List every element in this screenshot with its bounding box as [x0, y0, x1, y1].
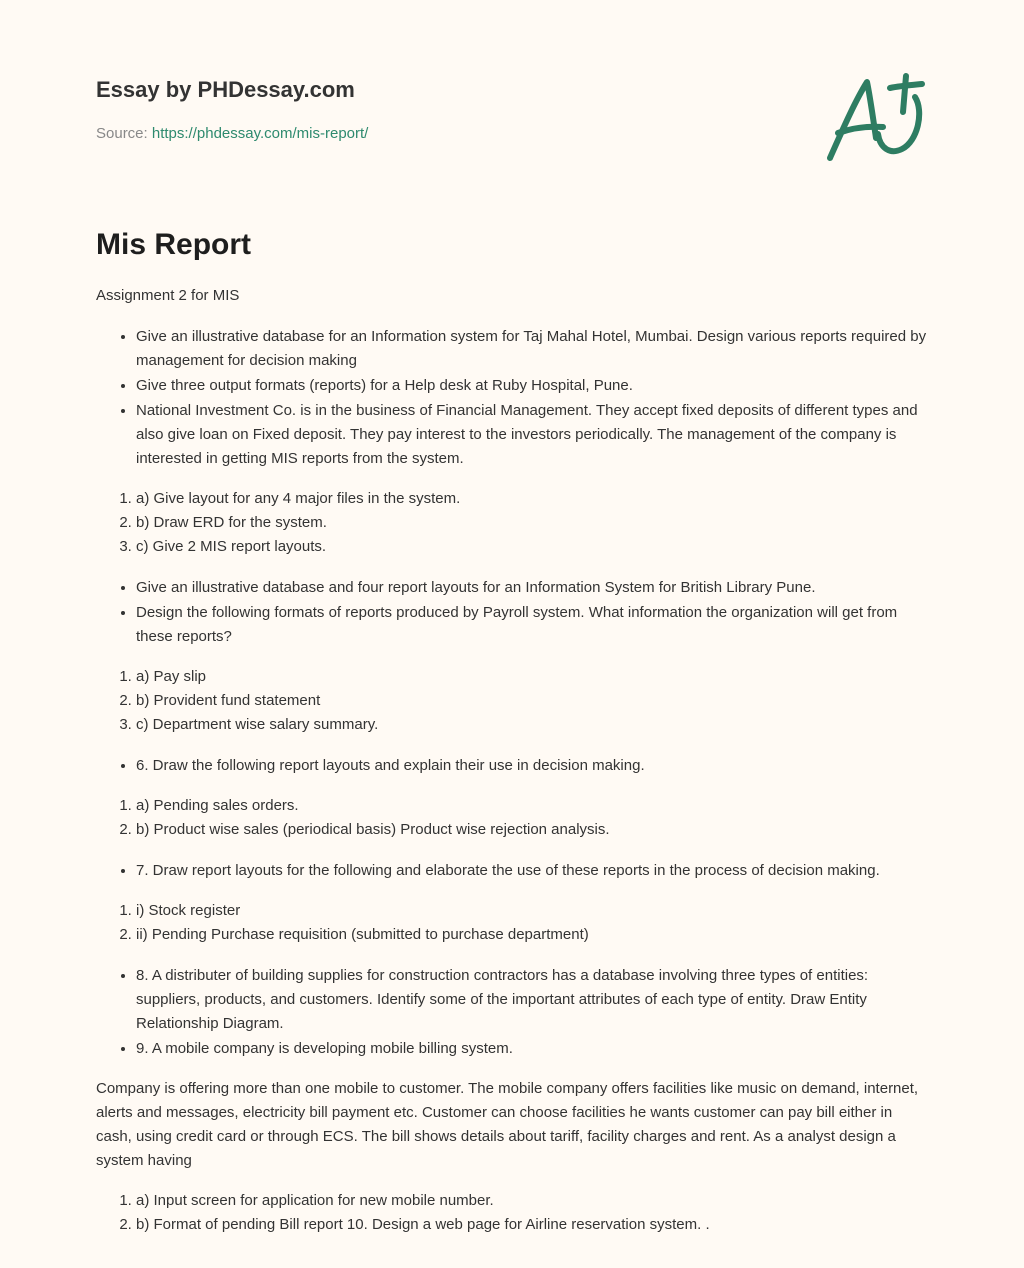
- list-item: 1. a) Pending sales orders.: [136, 794, 932, 818]
- numbered-list-2: [96, 665, 932, 737]
- list-item: • 7. Draw report layouts for the following and elaborate the use of these reports in the process of decision making.: [136, 858, 932, 883]
- list-item: 1. a) Input screen for application for new mobile number.: [136, 1189, 932, 1213]
- list-item: 2. b) Format of pending Bill report 10. Design a web page for Airline reservation system. .: [136, 1213, 932, 1237]
- site-header: [96, 74, 368, 144]
- list-item: • 6. Draw the following report layouts and explain their use in decision making.: [136, 753, 932, 778]
- source-link[interactable]: https://phdessay.com/mis-report/: [151, 125, 369, 142]
- site-title: Essay by PHDessay.com: [96, 77, 355, 102]
- list-item: • Give an illustrative database for an Information system for Taj Mahal Hotel, Mumbai. Design various reports required by management for decision making: [136, 324, 932, 373]
- a-plus-grade-icon: [820, 66, 930, 166]
- bullet-list-2: [96, 575, 932, 649]
- list-item: • 9. A mobile company is developing mobile billing system.: [136, 1036, 932, 1061]
- list-item: 2. ii) Pending Purchase requisition (submitted to purchase department): [136, 923, 932, 947]
- body-paragraph: Company is offering more than one mobile to customer. The mobile company offers facilities like music on demand, internet, alerts and messages, electricity bill payment etc. Customer can choose facilities he wants customer can pay bill either in cash, using credit card or through ECS. The bill shows details about tariff, facility charges and rent. As a analyst design a system having: [96, 1080, 919, 1169]
- numbered-list-1: [96, 487, 932, 559]
- list-item: • National Investment Co. is in the business of Financial Management. They accept fixed deposits of different types and also give loan on Fixed deposit. They pay interest to the investors periodically. The management of the company is interested in getting MIS reports from the system.: [136, 398, 932, 471]
- list-item: 2. b) Provident fund statement: [136, 689, 932, 713]
- bullet-list-5: [96, 963, 932, 1061]
- list-item: • 8. A distributer of building supplies for construction contractors has a database involving three types of entities: suppliers, products, and customers. Identify some of the important attributes of each type of entity. Draw Entity Relationship Diagram.: [136, 963, 932, 1036]
- source-line: [96, 124, 368, 144]
- intro-text: Assignment 2 for MIS: [96, 287, 240, 304]
- numbered-list-3: [96, 794, 932, 842]
- list-item: 3. c) Give 2 MIS report layouts.: [136, 535, 932, 559]
- source-label: Source:: [96, 125, 148, 142]
- page-title: Mis Report: [96, 228, 252, 261]
- list-item: • Design the following formats of reports produced by Payroll system. What information the organization will get from these reports?: [136, 600, 932, 649]
- article: [96, 224, 932, 1237]
- bullet-list-1: [96, 324, 932, 471]
- bullet-list-3: [96, 753, 932, 778]
- list-item: • Give three output formats (reports) for a Help desk at Ruby Hospital, Pune.: [136, 373, 932, 398]
- list-item: 3. c) Department wise salary summary.: [136, 713, 932, 737]
- numbered-list-4: [96, 899, 932, 947]
- list-item: 2. b) Product wise sales (periodical basis) Product wise rejection analysis.: [136, 818, 932, 842]
- list-item: 1. i) Stock register: [136, 899, 932, 923]
- list-item: • Give an illustrative database and four report layouts for an Information System for British Library Pune.: [136, 575, 932, 600]
- list-item: 1. a) Give layout for any 4 major files in the system.: [136, 487, 932, 511]
- bullet-list-4: [96, 858, 932, 883]
- list-item: 2. b) Draw ERD for the system.: [136, 511, 932, 535]
- numbered-list-5: [96, 1189, 932, 1237]
- list-item: 1. a) Pay slip: [136, 665, 932, 689]
